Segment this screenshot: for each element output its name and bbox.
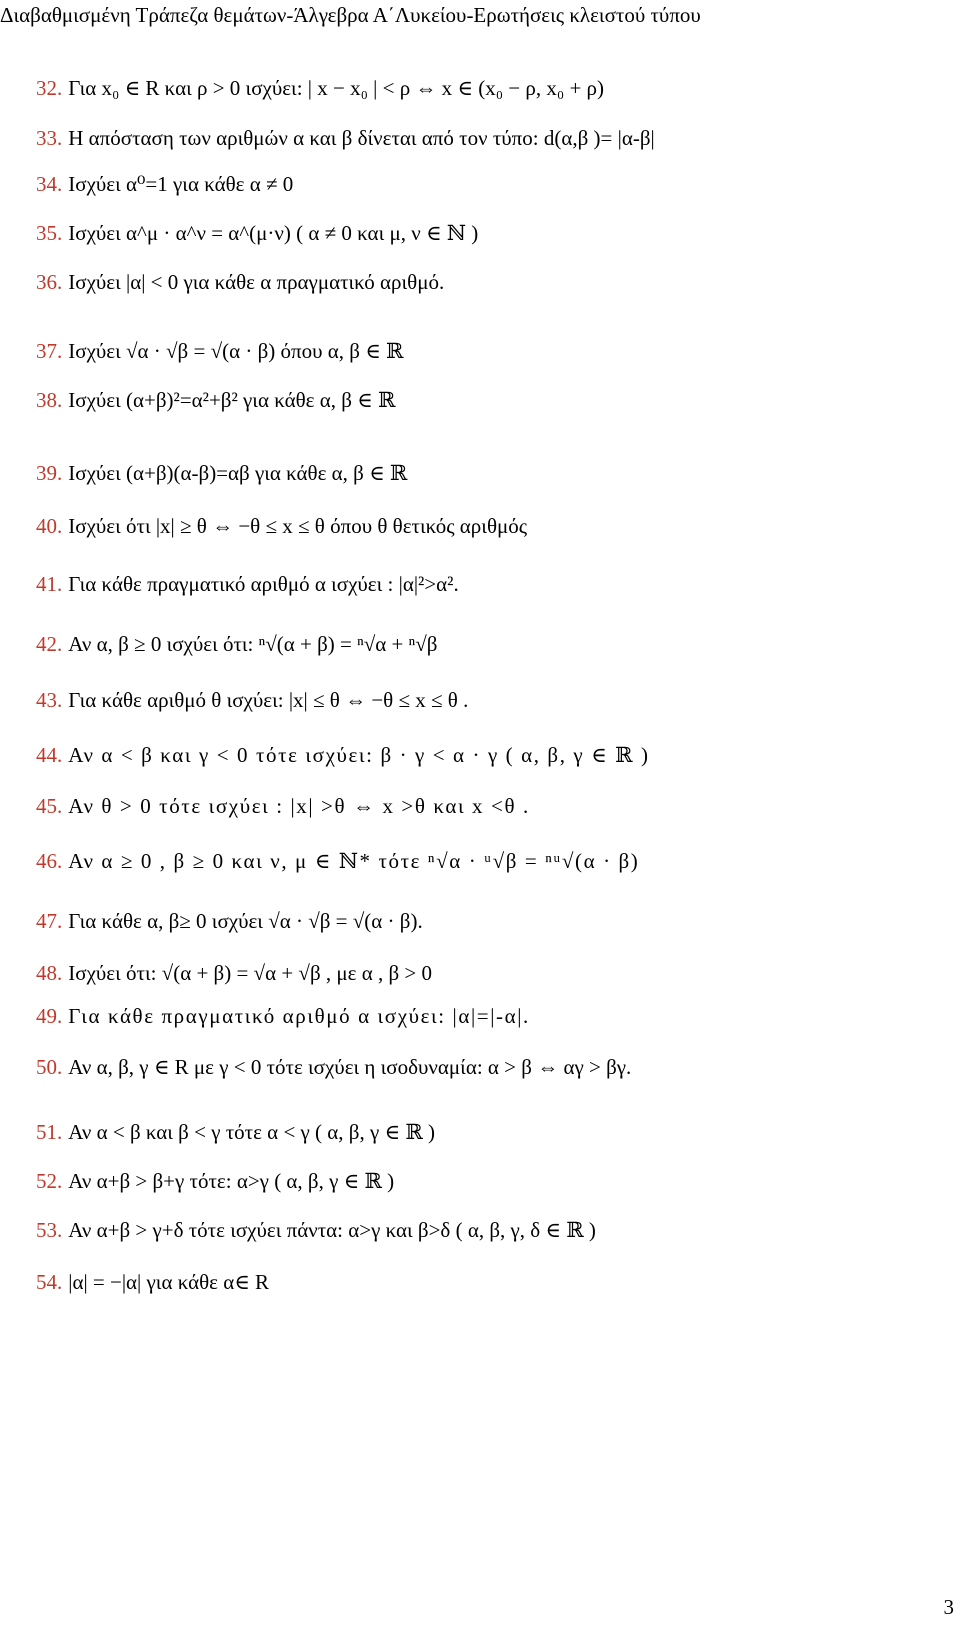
- item-number: 54.: [36, 1270, 63, 1294]
- item-number: 37.: [36, 339, 63, 363]
- item-text: Αν α < β και β < γ τότε α < γ ( α, β, γ ∈ ℝ ): [68, 1120, 436, 1144]
- list-item: [36, 1118, 435, 1146]
- item-number: 39.: [36, 461, 63, 485]
- list-item: [36, 570, 459, 598]
- item-number: 48.: [36, 961, 63, 985]
- item-number: 34.: [36, 172, 63, 196]
- page-header: Διαβαθμισμένη Τράπεζα θεμάτων-Άλγεβρα Α΄Λυκείου-Ερωτήσεις κλειστού τύπου: [0, 3, 701, 27]
- item-text: Για κάθε πραγματικό αριθμό α ισχύει : |α|²>α².: [68, 572, 459, 596]
- item-text: Αν α ≥ 0 , β ≥ 0 και ν, μ ∈ ℕ* τότε ⁿ√α · ᵘ√β = ⁿᵘ√(α · β): [68, 849, 640, 873]
- list-item: [36, 170, 293, 198]
- item-number: 53.: [36, 1218, 63, 1242]
- item-number: 47.: [36, 909, 63, 933]
- item-text: Η απόσταση των αριθμών α και β δίνεται από τον τύπο: d(α,β )= |α-β|: [68, 126, 655, 150]
- list-item: [36, 630, 437, 658]
- list-item: [36, 1053, 631, 1081]
- item-number: 35.: [36, 221, 63, 245]
- item-number: 51.: [36, 1120, 63, 1144]
- item-number: 46.: [36, 849, 63, 873]
- list-item: [36, 686, 468, 714]
- item-number: 49.: [36, 1004, 63, 1028]
- item-text: Ισχύει ότι |x| ≥ θ ⇔ −θ ≤ x ≤ θ όπου θ θετικός αριθμός: [68, 514, 528, 538]
- item-text: Ισχύει α⁰=1 για κάθε α ≠ 0: [68, 172, 294, 196]
- item-text: |α| = −|α| για κάθε α∈ R: [68, 1270, 270, 1294]
- list-item: [36, 792, 530, 820]
- list-item: [36, 907, 423, 935]
- item-text: Για κάθε α, β≥ 0 ισχύει √α · √β = √(α · β).: [68, 909, 423, 933]
- item-number: 43.: [36, 688, 63, 712]
- item-number: 52.: [36, 1169, 63, 1193]
- list-item: [36, 74, 604, 102]
- item-text: Ισχύει |α| < 0 για κάθε α πραγματικό αριθμό.: [68, 270, 445, 294]
- item-text: Ισχύει α^μ · α^ν = α^(μ·ν) ( α ≠ 0 και μ, ν ∈ ℕ ): [68, 221, 479, 245]
- list-item: [36, 741, 650, 769]
- list-item: [36, 337, 403, 365]
- item-text: Αν α+β > γ+δ τότε ισχύει πάντα: α>γ και β>δ ( α, β, γ, δ ∈ ℝ ): [68, 1218, 596, 1242]
- item-text: Αν α < β και γ < 0 τότε ισχύει: β · γ < α · γ ( α, β, γ ∈ ℝ ): [68, 743, 650, 767]
- item-text: Αν θ > 0 τότε ισχύει : |x| >θ ⇔ x >θ και x <θ .: [68, 794, 530, 818]
- list-item: [36, 386, 395, 414]
- item-number: 42.: [36, 632, 63, 656]
- item-text: Αν α, β, γ ∈ R με γ < 0 τότε ισχύει η ισοδυναμία: α > β ⇔ αγ > βγ.: [68, 1055, 632, 1079]
- list-item: [36, 219, 478, 247]
- list-item: [36, 459, 407, 487]
- item-text: Ισχύει (α+β)(α-β)=αβ για κάθε α, β ∈ ℝ: [68, 461, 408, 485]
- list-item: [36, 512, 527, 540]
- list-item: [36, 124, 655, 152]
- item-number: 33.: [36, 126, 63, 150]
- item-number: 36.: [36, 270, 63, 294]
- item-text: Αν α+β > β+γ τότε: α>γ ( α, β, γ ∈ ℝ ): [68, 1169, 395, 1193]
- item-text: Για x₀ ∈ R και ρ > 0 ισχύει: | x − x₀ | < ρ ⇔ x ∈ (x₀ − ρ, x₀ + ρ): [68, 76, 605, 100]
- item-number: 41.: [36, 572, 63, 596]
- list-item: [36, 268, 444, 296]
- page-number: 3: [943, 1595, 954, 1619]
- item-text: Αν α, β ≥ 0 ισχύει ότι: ⁿ√(α + β) = ⁿ√α + ⁿ√β: [68, 632, 438, 656]
- list-item: [36, 1216, 596, 1244]
- item-text: Για κάθε πραγματικό αριθμό α ισχύει: |α|=|-α|.: [68, 1004, 530, 1028]
- item-number: 45.: [36, 794, 63, 818]
- item-text: Ισχύει ότι: √(α + β) = √α + √β , με α , β > 0: [68, 961, 432, 985]
- item-number: 44.: [36, 743, 63, 767]
- item-number: 38.: [36, 388, 63, 412]
- list-item: [36, 1002, 530, 1030]
- list-item: [36, 1167, 394, 1195]
- item-text: Ισχύει √α · √β = √(α · β) όπου α, β ∈ ℝ: [68, 339, 404, 363]
- list-item: [36, 959, 432, 987]
- item-number: 50.: [36, 1055, 63, 1079]
- item-number: 32.: [36, 76, 63, 100]
- item-number: 40.: [36, 514, 63, 538]
- item-text: Για κάθε αριθμό θ ισχύει: |x| ≤ θ ⇔ −θ ≤ x ≤ θ .: [68, 688, 469, 712]
- item-text: Ισχύει (α+β)²=α²+β² για κάθε α, β ∈ ℝ: [68, 388, 396, 412]
- list-item: [36, 1268, 269, 1296]
- list-item: [36, 847, 639, 875]
